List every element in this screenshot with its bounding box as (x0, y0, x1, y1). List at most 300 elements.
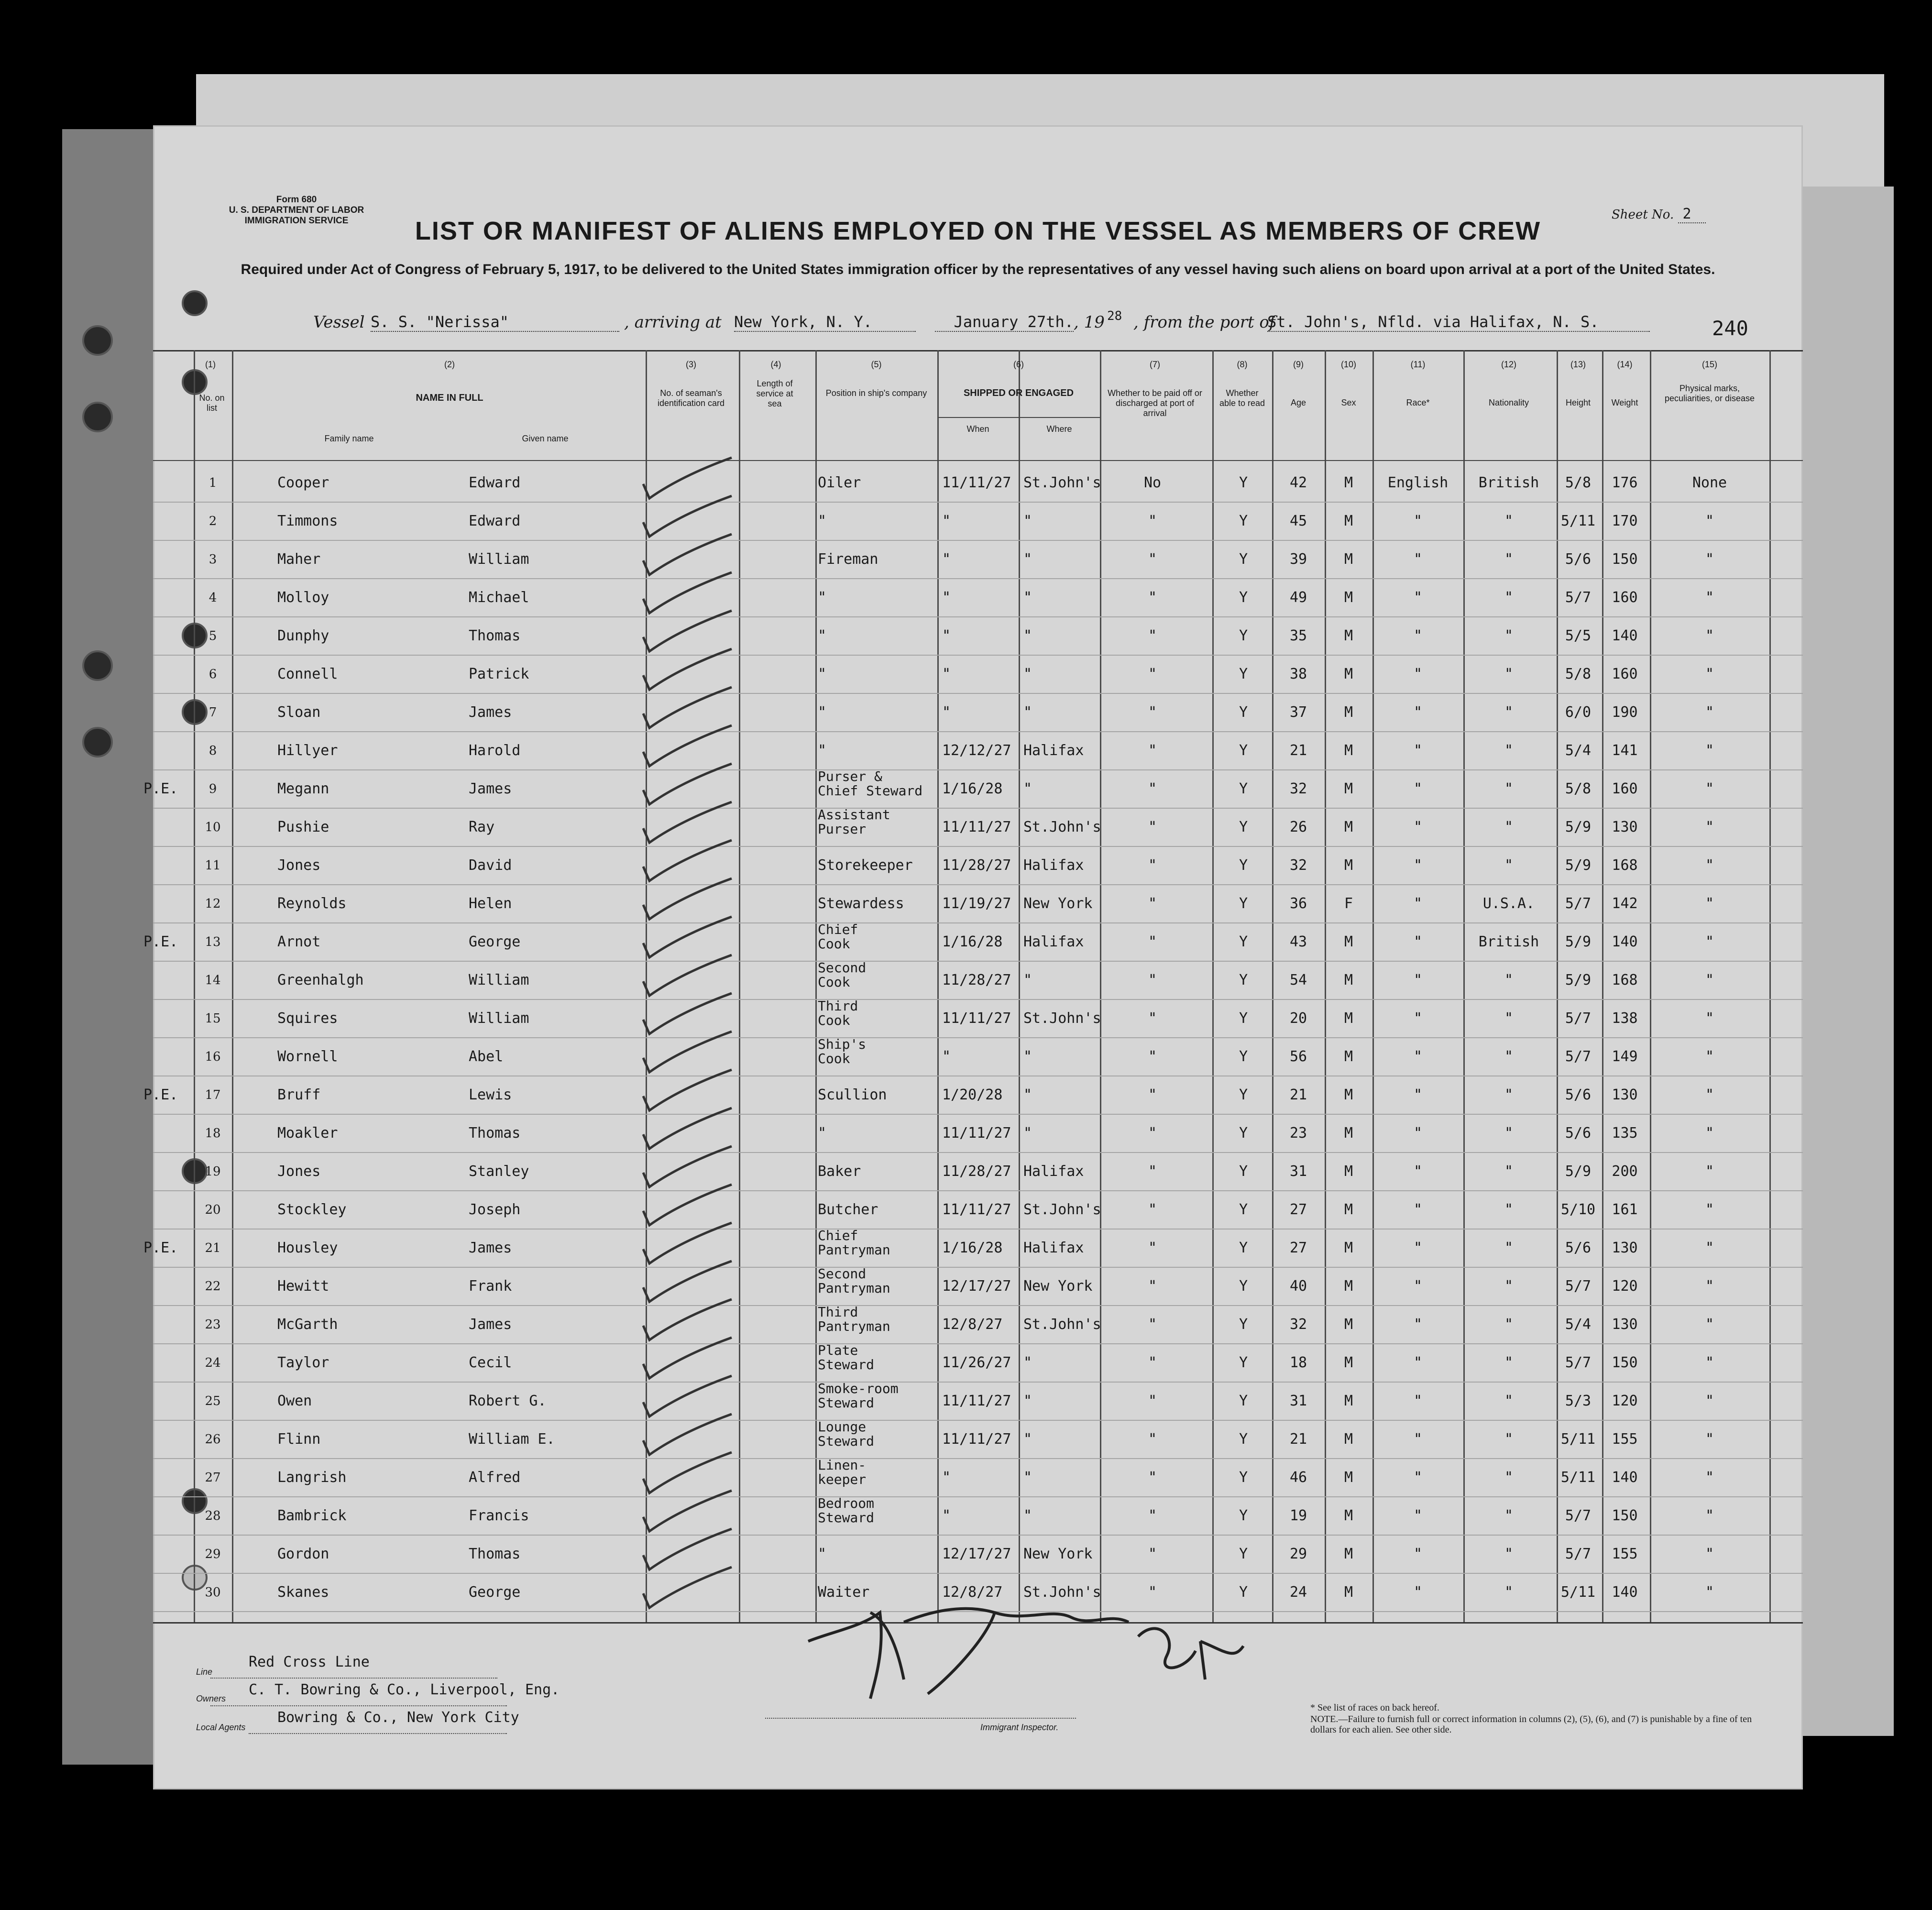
cell-read: Y (1239, 1584, 1248, 1601)
row-rule (153, 922, 1803, 923)
cell-paid: " (1148, 895, 1157, 912)
year-suffix: 28 (1107, 309, 1122, 323)
cell-height: 5/7 (1565, 1278, 1592, 1295)
cell-marks: " (1705, 1354, 1714, 1371)
cell-nationality: " (1504, 742, 1514, 759)
cell-when: 11/28/27 (942, 972, 1011, 988)
column-rule (232, 350, 233, 1622)
cell-paid: " (1148, 1048, 1157, 1065)
cell-height: 5/7 (1565, 589, 1592, 606)
cell-race: " (1413, 1087, 1423, 1103)
cell-race: " (1413, 780, 1423, 797)
cell-race: " (1413, 1393, 1423, 1409)
vessel-label: Vessel (313, 313, 365, 332)
header-rule (153, 460, 1803, 461)
cell-no: 7 (209, 705, 217, 720)
punch-hole-icon (182, 290, 208, 316)
cell-when: " (942, 513, 951, 529)
cell-where: " (1023, 1469, 1032, 1486)
cell-read: Y (1239, 1048, 1248, 1065)
page-subtitle: Required under Act of Congress of February 5, 1917, to be delivered to the United States immigration officer by the representatives of any vessel having such aliens on board upon arrival at a port of the United States. (241, 262, 1715, 277)
cell-position: Baker (818, 1163, 861, 1180)
department-name: U. S. DEPARTMENT OF LABOR (229, 205, 364, 215)
cell-weight: 168 (1612, 857, 1638, 874)
col2b-header: Given name (522, 434, 569, 443)
cell-family: McGarth (277, 1316, 338, 1333)
cell-read: Y (1239, 1163, 1248, 1180)
cell-weight: 168 (1612, 972, 1638, 988)
cell-race: " (1413, 1125, 1423, 1142)
cell-height: 5/8 (1565, 474, 1592, 491)
cell-position: Third Pantryman (818, 1304, 890, 1334)
cell-weight: 155 (1612, 1431, 1638, 1448)
punch-hole-icon (82, 402, 113, 432)
cell-where: " (1023, 1125, 1032, 1142)
column-rule (194, 350, 195, 1622)
cell-height: 5/8 (1565, 666, 1592, 682)
row-rule (153, 540, 1803, 541)
cell-paid: " (1148, 1163, 1157, 1180)
cell-marks: " (1705, 819, 1714, 835)
cell-given: Patrick (469, 666, 529, 682)
col4-header: Length of service at sea (756, 379, 793, 408)
cell-read: Y (1239, 1469, 1248, 1486)
cell-given: Harold (469, 742, 521, 759)
cell-family: Stockley (277, 1201, 347, 1218)
cell-sex: M (1344, 513, 1353, 529)
cell-position: Storekeeper (818, 857, 913, 874)
cell-position: Plate Steward (818, 1342, 875, 1372)
cell-no: 16 (205, 1050, 221, 1064)
cell-when: 11/28/27 (942, 1163, 1011, 1180)
cell-family: Timmons (277, 513, 338, 529)
cell-paid: " (1148, 1469, 1157, 1486)
row-rule (153, 693, 1803, 694)
cell-age: 31 (1289, 1393, 1307, 1409)
cell-family: Connell (277, 666, 338, 682)
cell-family: Pushie (277, 819, 329, 835)
cell-race: " (1413, 1201, 1423, 1218)
cell-weight: 149 (1612, 1048, 1638, 1065)
cell-marks: " (1705, 1546, 1714, 1562)
cell-paid: " (1148, 1393, 1157, 1409)
cell-height: 5/7 (1565, 1010, 1592, 1027)
cell-marks: " (1705, 589, 1714, 606)
cell-age: 38 (1289, 666, 1307, 682)
cell-position: Lounge Steward (818, 1419, 875, 1449)
col2a-header: Family name (324, 434, 374, 443)
cell-paid: " (1148, 666, 1157, 682)
cell-when: 12/17/27 (942, 1546, 1011, 1562)
cell-read: Y (1239, 1393, 1248, 1409)
cell-race: " (1413, 666, 1423, 682)
cell-nationality: " (1504, 1201, 1514, 1218)
cell-nationality: " (1504, 972, 1514, 988)
cell-when: 11/11/27 (942, 474, 1011, 491)
col6a-header: When (966, 424, 989, 434)
cell-weight: 141 (1612, 742, 1638, 759)
cell-family: Housley (277, 1240, 338, 1256)
cell-no: 28 (205, 1509, 221, 1523)
cell-no: 19 (205, 1164, 221, 1179)
cell-race: " (1413, 589, 1423, 606)
cell-age: 35 (1289, 627, 1307, 644)
cell-race: " (1413, 1048, 1423, 1065)
cell-position: Assistant Purser (818, 807, 890, 837)
row-rule (153, 1420, 1803, 1421)
cell-position: Oiler (818, 474, 861, 491)
cell-family: Jones (277, 1163, 321, 1180)
cell-marks: " (1705, 895, 1714, 912)
inspector-rule (765, 1718, 1076, 1719)
cell-nationality: " (1504, 1163, 1514, 1180)
cell-age: 32 (1289, 780, 1307, 797)
cell-given: David (469, 857, 512, 874)
row-rule (153, 1535, 1803, 1536)
cell-height: 5/6 (1565, 1240, 1592, 1256)
cell-age: 27 (1289, 1201, 1307, 1218)
cell-where: St.John's (1023, 819, 1101, 835)
cell-no: 15 (205, 1011, 221, 1026)
cell-paid: " (1148, 627, 1157, 644)
cell-where: Halifax (1023, 933, 1084, 950)
cell-nationality: " (1504, 1431, 1514, 1448)
cell-age: 27 (1289, 1240, 1307, 1256)
cell-age: 21 (1289, 1431, 1307, 1448)
cell-given: Joseph (469, 1201, 521, 1218)
cell-given: George (469, 933, 521, 950)
col11-number: (11) (1410, 360, 1426, 369)
year-prefix: , 19 (1074, 313, 1105, 332)
cell-read: Y (1239, 474, 1248, 491)
cell-when: 1/16/28 (942, 780, 1003, 797)
cell-no: 17 (205, 1088, 221, 1102)
cell-no: 5 (209, 629, 217, 643)
penalty-note: NOTE.—Failure to furnish full or correct information in columns (2), (5), (6), and (7) is punishable by a fine of ten dollars for each alien. See other side. (1310, 1714, 1752, 1735)
cell-given: Robert G. (469, 1393, 547, 1409)
cell-when: 1/16/28 (942, 933, 1003, 950)
cell-paid: " (1148, 1316, 1157, 1333)
service-name: IMMIGRATION SERVICE (244, 216, 349, 226)
cell-age: 21 (1289, 1087, 1307, 1103)
cell-read: Y (1239, 704, 1248, 721)
cell-nationality: " (1504, 1393, 1514, 1409)
cell-weight: 120 (1612, 1393, 1638, 1409)
cell-where: St.John's (1023, 1201, 1101, 1218)
cell-where: Halifax (1023, 742, 1084, 759)
cell-when: 1/16/28 (942, 1240, 1003, 1256)
cell-where: St.John's (1023, 1010, 1101, 1027)
cell-position: Third Cook (818, 998, 858, 1028)
cell-where: " (1023, 1507, 1032, 1524)
agents-name: Bowring & Co., New York City (277, 1709, 519, 1726)
cell-nationality: " (1504, 1048, 1514, 1065)
col6-header: SHIPPED OR ENGAGED (963, 388, 1074, 398)
cell-sex: M (1344, 1584, 1353, 1601)
cell-age: 32 (1289, 1316, 1307, 1333)
line-label: Line (196, 1667, 213, 1677)
cell-age: 56 (1289, 1048, 1307, 1065)
column-rule (1769, 350, 1771, 1622)
owners-rule (210, 1705, 507, 1706)
column-rule (1557, 350, 1558, 1622)
column-rule (937, 350, 939, 1622)
cell-sex: M (1344, 1354, 1353, 1371)
cell-paid: " (1148, 857, 1157, 874)
cell-race: " (1413, 704, 1423, 721)
cell-nationality: " (1504, 1125, 1514, 1142)
col8-number: (8) (1237, 360, 1248, 369)
cell-race: " (1413, 972, 1423, 988)
cell-mark: P.E. (143, 1240, 178, 1256)
cell-height: 5/6 (1565, 1087, 1592, 1103)
cell-read: Y (1239, 1354, 1248, 1371)
cell-height: 5/11 (1560, 1431, 1596, 1448)
cell-when: 1/20/28 (942, 1087, 1003, 1103)
line-name: Red Cross Line (249, 1654, 370, 1670)
cell-sex: M (1344, 1431, 1353, 1448)
cell-age: 42 (1289, 474, 1307, 491)
cell-paid: " (1148, 1546, 1157, 1562)
cell-weight: 130 (1612, 1316, 1638, 1333)
cell-where: " (1023, 1087, 1032, 1103)
cell-where: " (1023, 1393, 1032, 1409)
cell-when: 12/12/27 (942, 742, 1011, 759)
cell-paid: No (1143, 474, 1162, 491)
col7-header: Whether to be paid off or discharged at port of arrival (1108, 388, 1202, 418)
cell-marks: " (1705, 1393, 1714, 1409)
cell-paid: " (1148, 972, 1157, 988)
cell-sex: M (1344, 1546, 1353, 1562)
cell-marks: " (1705, 704, 1714, 721)
cell-read: Y (1239, 895, 1248, 912)
arriving-label: , arriving at (624, 313, 722, 332)
cell-family: Wornell (277, 1048, 338, 1065)
column-rule (1019, 350, 1020, 1622)
cell-no: 23 (205, 1317, 221, 1332)
cell-nationality: " (1504, 1469, 1514, 1486)
cell-family: Bambrick (277, 1507, 347, 1524)
cell-when: " (942, 589, 951, 606)
cell-age: 39 (1289, 551, 1307, 568)
cell-family: Hewitt (277, 1278, 329, 1295)
cell-paid: " (1148, 1125, 1157, 1142)
row-rule (153, 1152, 1803, 1153)
cell-given: Ray (469, 819, 495, 835)
cell-mark: P.E. (143, 1087, 178, 1103)
cell-position: " (818, 513, 827, 529)
cell-age: 37 (1289, 704, 1307, 721)
cell-when: 12/8/27 (942, 1316, 1003, 1333)
cell-read: Y (1239, 933, 1248, 950)
cell-weight: 160 (1612, 666, 1638, 682)
cell-paid: " (1148, 513, 1157, 529)
cell-position: " (818, 589, 827, 606)
cell-when: " (942, 1048, 951, 1065)
table-rule (153, 350, 1803, 351)
cell-no: 12 (205, 897, 221, 911)
cell-no: 6 (209, 667, 217, 681)
row-rule (153, 846, 1803, 847)
cell-given: Frank (469, 1278, 512, 1295)
cell-age: 26 (1289, 819, 1307, 835)
row-rule (153, 1305, 1803, 1306)
cell-marks: " (1705, 780, 1714, 797)
cell-given: Thomas (469, 1546, 521, 1562)
cell-paid: " (1148, 1278, 1157, 1295)
page-title: LIST OR MANIFEST OF ALIENS EMPLOYED ON THE VESSEL AS MEMBERS OF CREW (415, 217, 1541, 245)
owners-label: Owners (196, 1694, 226, 1703)
row-rule (153, 1343, 1803, 1344)
cell-given: Thomas (469, 627, 521, 644)
column-rule (1602, 350, 1603, 1622)
cell-position: Scullion (818, 1087, 887, 1103)
cell-given: James (469, 1316, 512, 1333)
cell-when: " (942, 551, 951, 568)
cell-weight: 150 (1612, 1507, 1638, 1524)
cell-given: James (469, 1240, 512, 1256)
punch-hole-icon (82, 650, 113, 681)
cell-weight: 160 (1612, 780, 1638, 797)
cell-given: James (469, 704, 512, 721)
col5-number: (5) (871, 360, 882, 369)
cell-weight: 170 (1612, 513, 1638, 529)
cell-where: New York (1023, 895, 1093, 912)
cell-height: 5/11 (1560, 1584, 1596, 1601)
cell-sex: F (1344, 895, 1353, 912)
cell-read: Y (1239, 1087, 1248, 1103)
cell-height: 5/7 (1565, 895, 1592, 912)
cell-marks: " (1705, 1163, 1714, 1180)
cell-nationality: " (1504, 1240, 1514, 1256)
cell-where: " (1023, 1431, 1032, 1448)
cell-when: 11/19/27 (942, 895, 1011, 912)
cell-given: George (469, 1584, 521, 1601)
cell-position: Fireman (818, 551, 878, 568)
cell-position: Purser & Chief Steward (818, 768, 923, 799)
row-rule (153, 1114, 1803, 1115)
cell-no: 25 (205, 1394, 221, 1408)
cell-when: 12/8/27 (942, 1584, 1003, 1601)
cell-paid: " (1148, 1240, 1157, 1256)
cell-race: " (1413, 1163, 1423, 1180)
cell-nationality: " (1504, 1010, 1514, 1027)
cell-age: 43 (1289, 933, 1307, 950)
cell-position: " (818, 1125, 827, 1142)
row-rule (153, 578, 1803, 579)
cell-height: 5/11 (1560, 513, 1596, 529)
cell-height: 5/9 (1565, 933, 1592, 950)
cell-read: Y (1239, 666, 1248, 682)
cell-where: New York (1023, 1546, 1093, 1562)
cell-position: Chief Cook (818, 922, 858, 952)
cell-paid: " (1148, 742, 1157, 759)
cell-marks: " (1705, 742, 1714, 759)
cell-no: 13 (205, 935, 221, 949)
column-rule (1272, 350, 1273, 1622)
cell-given: Edward (469, 474, 521, 491)
cell-when: " (942, 666, 951, 682)
departure-port: St. John's, Nfld. via Halifax, N. S. (1267, 313, 1650, 332)
cell-weight: 140 (1612, 627, 1638, 644)
cell-age: 40 (1289, 1278, 1307, 1295)
cell-height: 5/11 (1560, 1469, 1596, 1486)
row-rule (153, 1267, 1803, 1268)
col3-header: No. of seaman's identification card (657, 388, 725, 408)
cell-where: " (1023, 589, 1032, 606)
row-rule (153, 1573, 1803, 1574)
row-rule (153, 884, 1803, 885)
cell-given: William (469, 972, 529, 988)
col13-header: Height (1565, 398, 1591, 407)
cell-race: " (1413, 895, 1423, 912)
cell-no: 3 (209, 552, 217, 567)
cell-age: 29 (1289, 1546, 1307, 1562)
cell-when: 11/26/27 (942, 1354, 1011, 1371)
agents-label: Local Agents (196, 1723, 246, 1732)
cell-height: 5/7 (1565, 1546, 1592, 1562)
cell-paid: " (1148, 1010, 1157, 1027)
cell-marks: " (1705, 1316, 1714, 1333)
arrival-port: New York, N. Y. (734, 313, 916, 332)
row-rule (153, 769, 1803, 770)
cell-read: Y (1239, 857, 1248, 874)
col11-header: Race* (1406, 398, 1430, 407)
cell-race: " (1413, 857, 1423, 874)
cell-position: " (818, 1546, 827, 1562)
cell-weight: 176 (1612, 474, 1638, 491)
inspector-label: Immigrant Inspector. (980, 1723, 1059, 1732)
cell-race: " (1413, 1546, 1423, 1562)
cell-family: Moakler (277, 1125, 338, 1142)
cell-race: " (1413, 551, 1423, 568)
column-rule (1463, 350, 1465, 1622)
from-label: , from the port of (1133, 313, 1275, 332)
cell-read: Y (1239, 1125, 1248, 1142)
cell-nationality: " (1504, 819, 1514, 835)
cell-given: William E. (469, 1431, 555, 1448)
column-rule (815, 350, 817, 1622)
cell-nationality: U.S.A. (1482, 895, 1535, 912)
cell-height: 5/9 (1565, 857, 1592, 874)
cell-nationality: " (1504, 513, 1514, 529)
cell-read: Y (1239, 972, 1248, 988)
column-rule (1100, 350, 1101, 1622)
cell-when: 12/17/27 (942, 1278, 1011, 1295)
cell-marks: " (1705, 627, 1714, 644)
cell-position: Linen- keeper (818, 1457, 867, 1487)
cell-paid: " (1148, 1201, 1157, 1218)
row-rule (153, 1037, 1803, 1038)
cell-sex: M (1344, 1125, 1353, 1142)
cell-race: " (1413, 1354, 1423, 1371)
cell-weight: 161 (1612, 1201, 1638, 1218)
cell-race: " (1413, 742, 1423, 759)
cell-family: Taylor (277, 1354, 329, 1371)
cell-nationality: British (1478, 474, 1539, 491)
cell-race: " (1413, 627, 1423, 644)
row-rule (153, 1496, 1803, 1497)
cell-height: 5/4 (1565, 742, 1592, 759)
col1-number: (1) (205, 360, 216, 369)
cell-marks: " (1705, 1507, 1714, 1524)
cell-family: Dunphy (277, 627, 329, 644)
col1-header: No. on list (199, 393, 225, 413)
cell-when: " (942, 1507, 951, 1524)
cell-when: 11/11/27 (942, 1010, 1011, 1027)
cell-weight: 130 (1612, 1240, 1638, 1256)
cell-height: 5/4 (1565, 1316, 1592, 1333)
